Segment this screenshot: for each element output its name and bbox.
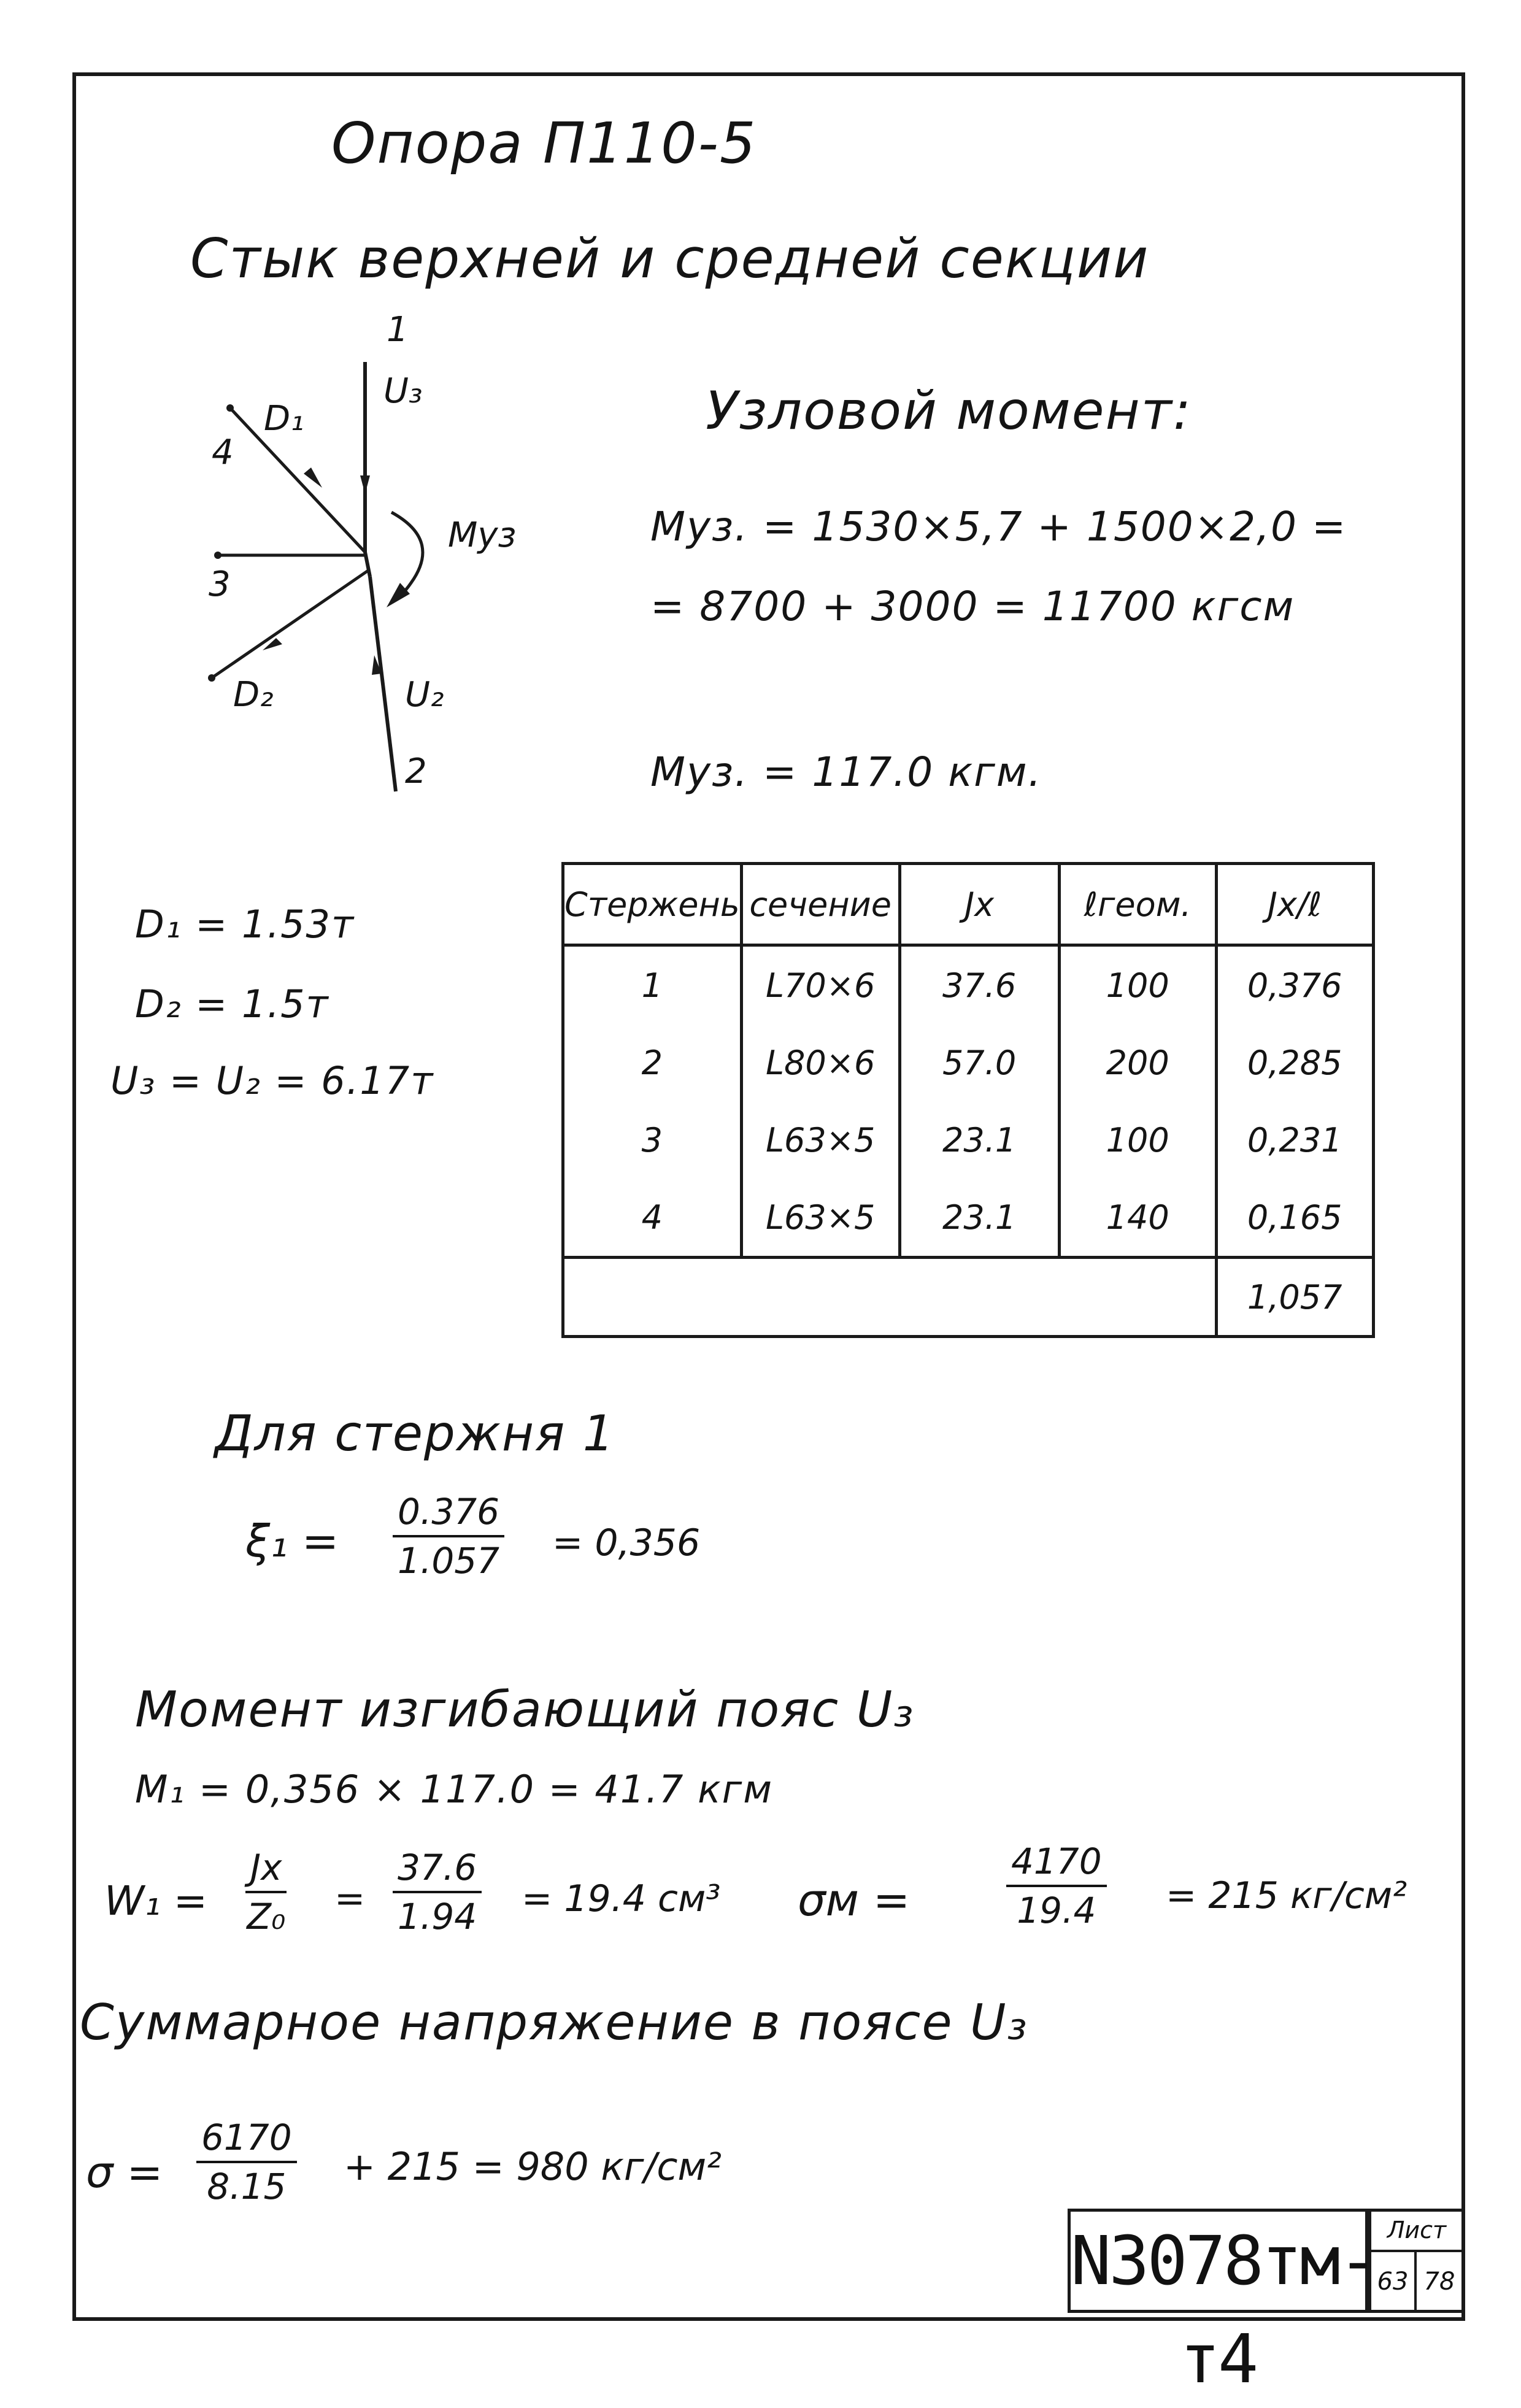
member-u2: [370, 577, 396, 791]
node-moment-heading: Узловой момент:: [706, 380, 1192, 442]
rod1-xi-label: ξ₁ =: [245, 1515, 339, 1567]
sigma-m-den: 19.4: [1017, 1890, 1096, 1931]
table-cell: 37.6: [899, 945, 1059, 1025]
table-cell: 140: [1059, 1179, 1216, 1258]
force-d1: D₁ = 1.53т: [135, 902, 355, 947]
label-moment: Mуз: [448, 515, 517, 555]
label-d2: D₂: [233, 675, 274, 715]
w-num2: 37.6: [393, 1847, 482, 1893]
table-cell: 0,376: [1216, 945, 1373, 1025]
table-cell: 4: [563, 1179, 742, 1258]
node-moment-line3: Mуз. = 117.0 кгм.: [650, 748, 1042, 796]
bending-m1: M₁ = 0,356 × 117.0 = 41.7 кгм: [135, 1767, 773, 1812]
sheet-number: 63: [1371, 2252, 1417, 2311]
table-cell: 200: [1059, 1024, 1216, 1101]
page-subtitle: Стык верхней и средней секции: [190, 227, 1150, 290]
w-den2: 1.94: [398, 1896, 477, 1937]
moment-arrowhead: [387, 583, 410, 607]
total-result: + 215 = 980 кг/см²: [344, 2144, 722, 2189]
arrow-d1: [304, 467, 322, 488]
table-header: Jx: [899, 864, 1059, 945]
label-u3: U₃: [383, 371, 423, 411]
table-cell: 2: [563, 1024, 742, 1101]
w-eq: =: [334, 1877, 366, 1920]
sigma-m-result: = 215 кг/см²: [1166, 1874, 1407, 1917]
table-row: [563, 1179, 1374, 1258]
rod1-result: = 0,356: [552, 1521, 701, 1564]
table-header: сечение: [741, 864, 899, 945]
label-node3: 3: [209, 564, 231, 604]
force-u: U₃ = U₂ = 6.17т: [110, 1058, 434, 1103]
node4-dot: [226, 404, 234, 412]
node-moment-line1: Mуз. = 1530×5,7 + 1500×2,0 =: [650, 503, 1347, 550]
node-moment-line2: = 8700 + 3000 = 11700 кгсм: [650, 583, 1295, 630]
node3-dot: [214, 552, 221, 559]
table-cell: 3: [563, 1101, 742, 1179]
table-header-row: [563, 864, 1374, 945]
table-cell: L80×6: [741, 1024, 899, 1101]
table-row: [563, 945, 1374, 1025]
total-fraction: [196, 2117, 297, 2207]
table-total-row: [563, 1258, 1374, 1337]
sheet-number-box: [1368, 2209, 1465, 2313]
table-cell: L63×5: [741, 1101, 899, 1179]
label-node4: 4: [212, 433, 234, 472]
sigma-m-num: 4170: [1006, 1841, 1107, 1887]
label-d1: D₁: [264, 399, 304, 439]
w-num1: Jx: [245, 1847, 287, 1893]
w-fraction-2: [393, 1847, 482, 1937]
table-cell: 23.1: [899, 1101, 1059, 1179]
node-diagram: [184, 319, 528, 810]
rod1-heading: Для стержня 1: [215, 1405, 615, 1462]
table-cell: 0,231: [1216, 1101, 1373, 1179]
label-u2: U₂: [405, 675, 444, 715]
w-fraction-1: [245, 1847, 287, 1937]
w-label: W₁ =: [104, 1877, 207, 1925]
label-node1: 1: [387, 310, 409, 350]
total-stress-heading: Суммарное напряжение в поясе U₃: [80, 1994, 1028, 2051]
sigma-m-label: σм =: [798, 1874, 911, 1926]
drawing-code-stamp: N3078тм-т4: [1068, 2209, 1368, 2313]
arrow-u3: [360, 475, 370, 494]
page-title: Опора П110-5: [331, 110, 757, 176]
w-den1: Z₀: [247, 1896, 286, 1937]
table-cell: 0,285: [1216, 1024, 1373, 1101]
table-header: ℓгеом.: [1059, 864, 1216, 945]
table-header: Jx/ℓ: [1216, 864, 1373, 945]
sheet-label: Лист: [1371, 2212, 1462, 2252]
table-cell: 57.0: [899, 1024, 1059, 1101]
bending-heading: Момент изгибающий пояс U₃: [135, 1681, 915, 1738]
total-num: 6170: [196, 2117, 297, 2163]
rod1-numerator: 0.376: [393, 1491, 504, 1537]
table-cell: L63×5: [741, 1179, 899, 1258]
table-row: [563, 1101, 1374, 1179]
rod1-fraction: [393, 1491, 504, 1582]
total-den: 8.15: [207, 2166, 287, 2207]
table-cell: L70×6: [741, 945, 899, 1025]
stiffness-table: [561, 862, 1375, 1338]
sigma-m-fraction: [1006, 1841, 1107, 1931]
table-cell: 1: [563, 945, 742, 1025]
sheet-total: 78: [1423, 2268, 1455, 2296]
node-d2-dot: [208, 674, 215, 682]
rod1-denominator: 1.057: [398, 1540, 500, 1582]
table-cell: 0,165: [1216, 1179, 1373, 1258]
table-total-blank: [563, 1258, 1217, 1337]
moment-arc: [391, 512, 423, 600]
force-d2: D₂ = 1.5т: [135, 982, 329, 1026]
w-result: = 19.4 см³: [522, 1877, 721, 1920]
table-header: Стержень: [563, 864, 742, 945]
table-cell: 23.1: [899, 1179, 1059, 1258]
total-sigma-label: σ =: [86, 2147, 163, 2198]
member-d2: [212, 571, 368, 678]
table-cell: 100: [1059, 1101, 1216, 1179]
table-row: [563, 1024, 1374, 1101]
table-total: 1,057: [1216, 1258, 1373, 1337]
label-node2: 2: [405, 752, 427, 791]
table-cell: 100: [1059, 945, 1216, 1025]
